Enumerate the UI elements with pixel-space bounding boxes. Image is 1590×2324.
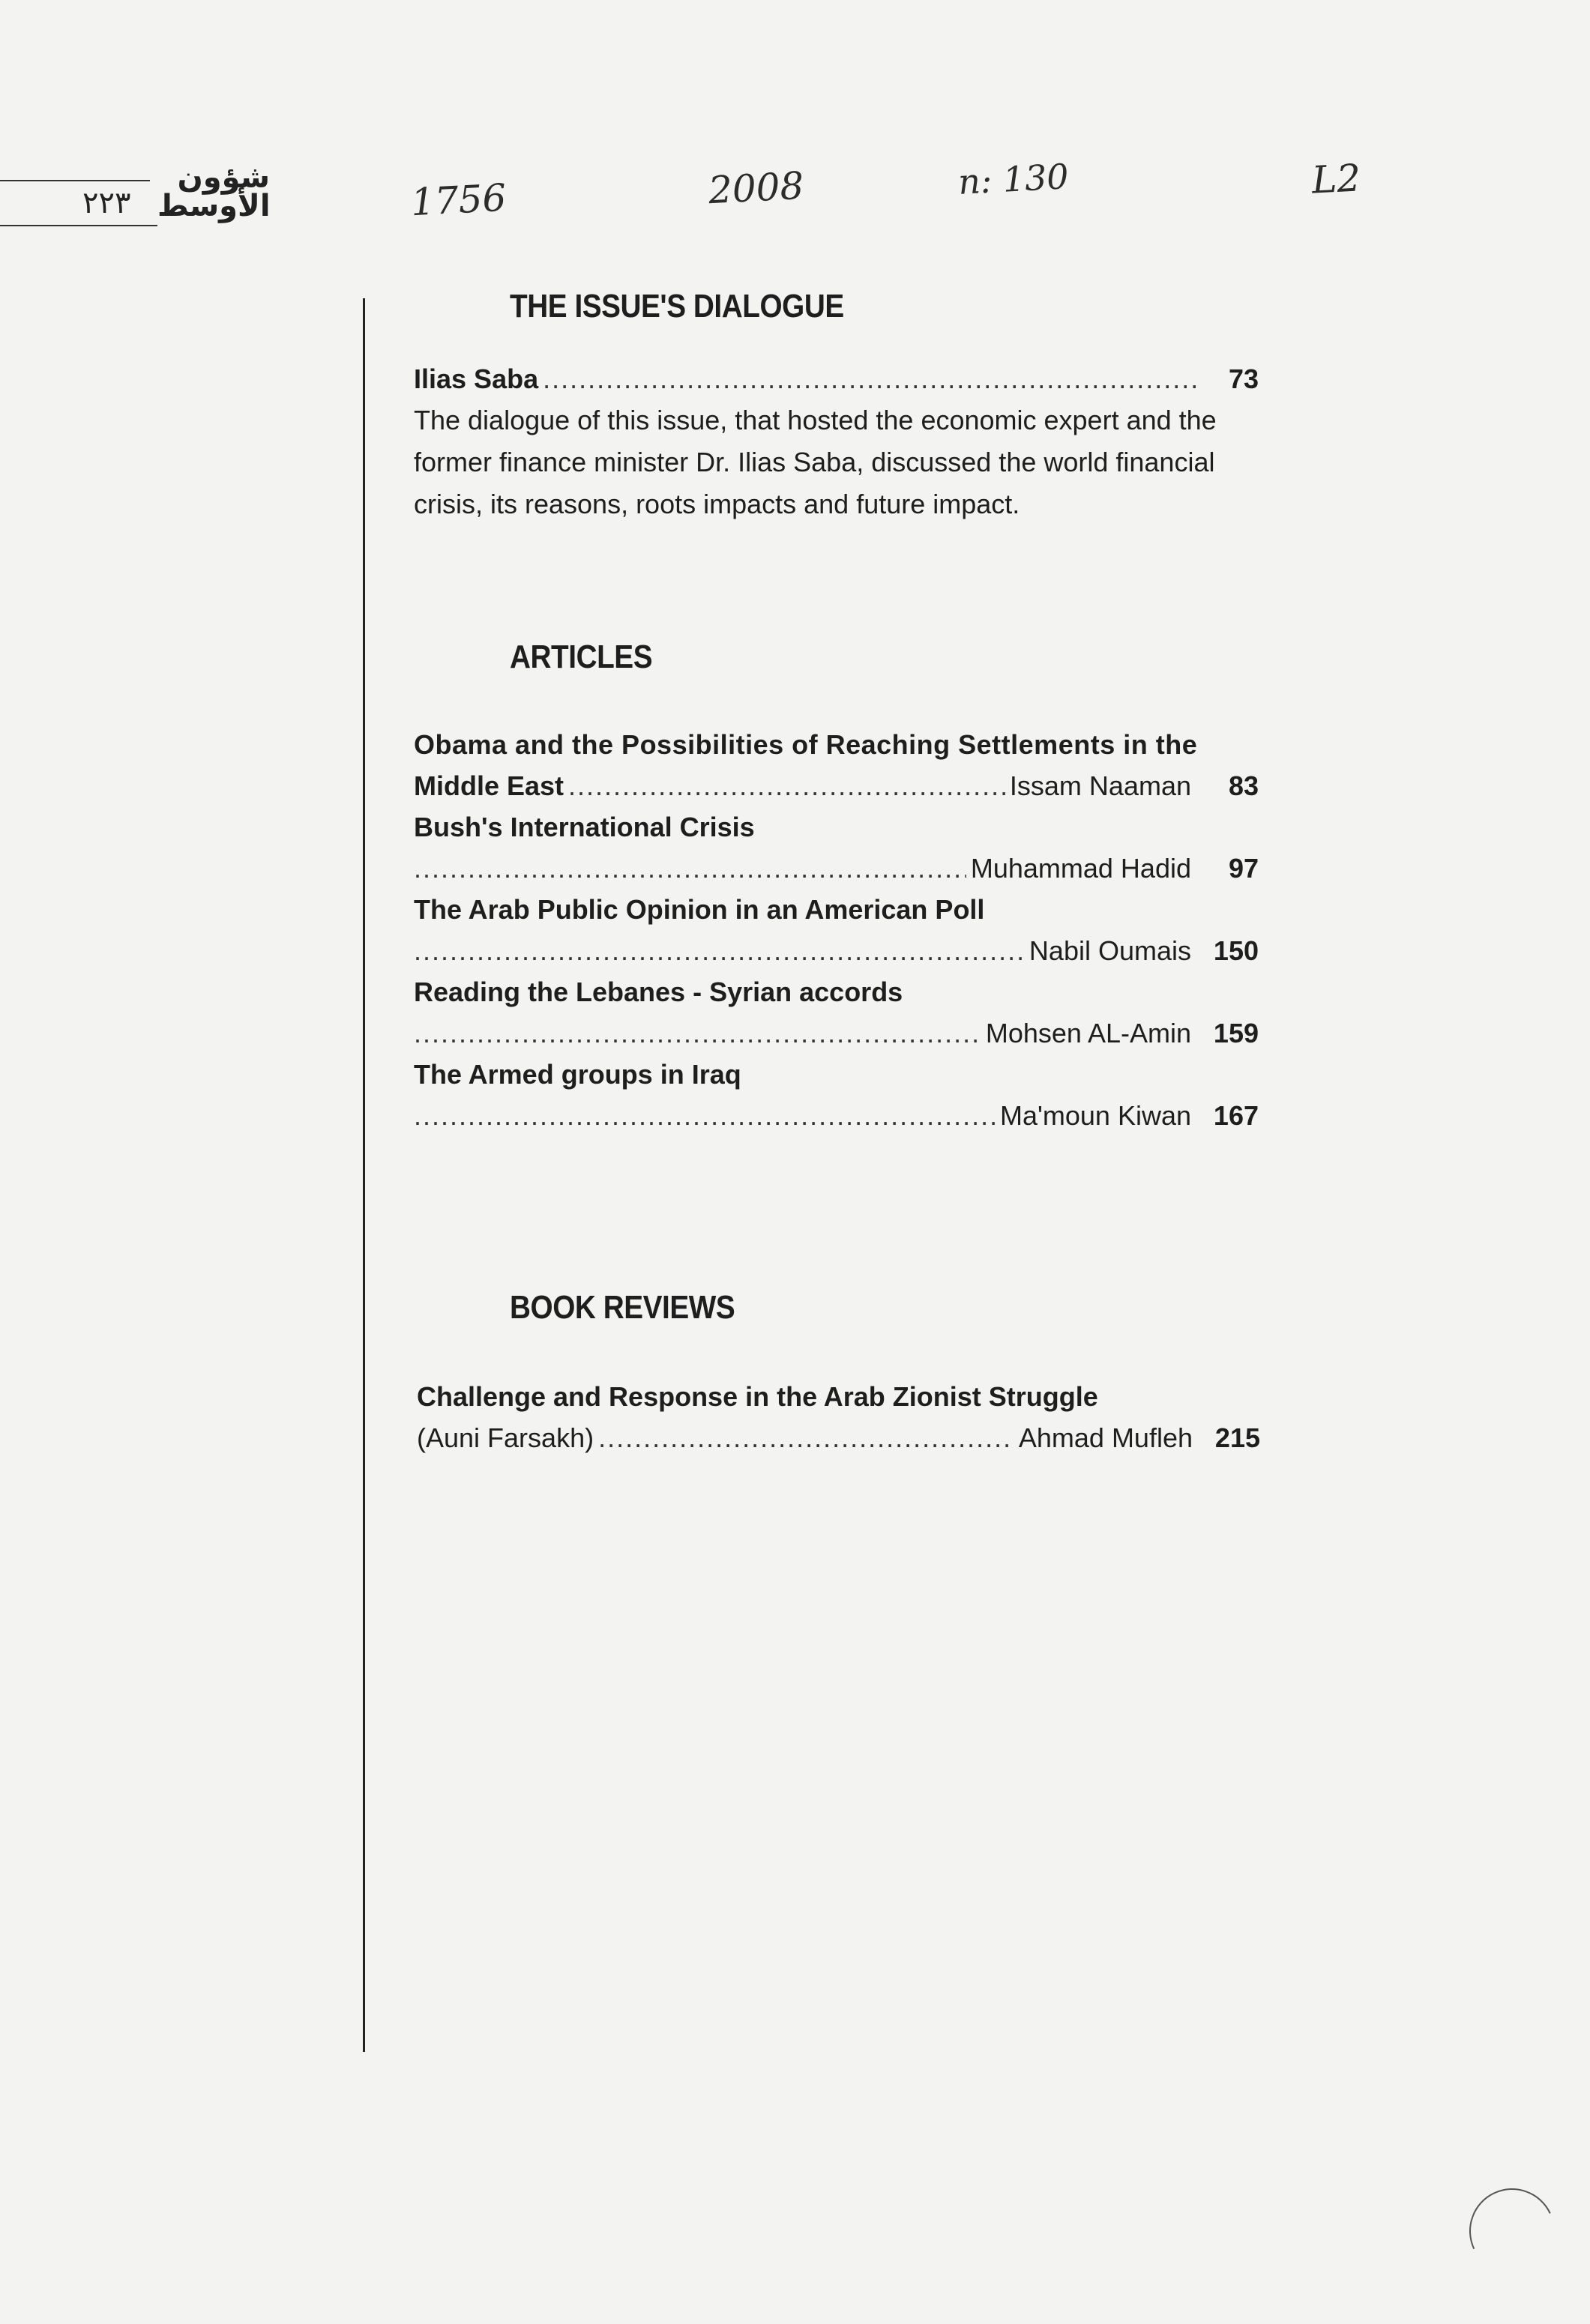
articles-heading: ARTICLES — [510, 639, 653, 675]
dialogue-section — [414, 358, 1259, 525]
article-entry — [414, 930, 1259, 971]
handwritten-note-4: L2 — [1310, 156, 1362, 202]
dialogue-description — [414, 399, 1259, 525]
book-reviews-heading: BOOK REVIEWS — [510, 1289, 735, 1326]
book-reviews-section — [417, 1376, 1260, 1458]
article-entry — [414, 1012, 1259, 1054]
article-title: Bush's International Crisis — [414, 812, 755, 842]
bleed-through — [480, 210, 511, 339]
page-number: 150 — [1213, 935, 1259, 966]
book-entry — [417, 1417, 1260, 1458]
header-rule-bottom — [0, 225, 157, 226]
article-title: Obama and the Possibilities of Reaching Settlements in the — [414, 729, 1198, 760]
leader-dots — [543, 358, 1202, 399]
articles-section — [414, 724, 1259, 1136]
book-subtitle: (Auni Farsakh) — [417, 1422, 594, 1453]
article-author: Ma'moun Kiwan — [1000, 1100, 1191, 1131]
page-number: 83 — [1228, 770, 1259, 801]
article-entry — [414, 848, 1259, 889]
page-number: 215 — [1214, 1422, 1260, 1453]
leader-dots — [414, 930, 1025, 971]
article-title: The Arab Public Opinion in an American Poll — [414, 894, 985, 925]
page-number: 97 — [1228, 853, 1259, 884]
article-title-cont: Middle East — [414, 770, 564, 801]
dialogue-heading: THE ISSUE'S DIALOGUE — [510, 288, 844, 325]
column-rule — [363, 298, 365, 2052]
book-reviewer: Ahmad Mufleh — [1018, 1422, 1193, 1453]
handwritten-note-1: 1756 — [409, 175, 508, 225]
description-line: The dialogue of this issue, that hosted the economic expert and the — [414, 405, 1217, 435]
article-author: Muhammad Hadid — [970, 853, 1191, 884]
leader-dots — [568, 765, 1005, 806]
page-corner-curl — [1457, 2176, 1567, 2286]
header-rule-top — [0, 180, 150, 181]
description-line: crisis, its reasons, roots impacts and future impact. — [414, 489, 1020, 519]
leader-dots — [414, 1095, 996, 1136]
article-author: Issam Naaman — [1009, 770, 1191, 801]
article-author: Nabil Oumais — [1029, 935, 1191, 966]
page-number: 159 — [1213, 1018, 1259, 1048]
description-line: former finance minister Dr. Ilias Saba, discussed the world financial — [414, 447, 1215, 477]
book-title: Challenge and Response in the Arab Zionist Struggle — [417, 1381, 1098, 1412]
leader-dots — [414, 1012, 981, 1054]
handwritten-note-3: n: 130 — [957, 156, 1070, 202]
article-entry — [414, 1095, 1259, 1136]
leader-dots — [598, 1417, 1014, 1458]
journal-logo: شؤون الأوسط — [157, 160, 271, 223]
handwritten-note-2: 2008 — [707, 163, 805, 213]
page-number: 167 — [1213, 1100, 1259, 1131]
article-author: Mohsen AL-Amin — [985, 1018, 1191, 1048]
article-entry — [414, 765, 1259, 806]
page-number: 73 — [1228, 363, 1259, 394]
dialogue-entry — [414, 358, 1259, 399]
article-title: The Armed groups in Iraq — [414, 1059, 741, 1090]
leader-dots — [414, 848, 966, 889]
entry-title: Ilias Saba — [414, 363, 539, 394]
article-title: Reading the Lebanes - Syrian accords — [414, 977, 903, 1007]
page-number: ٢٢٣ — [82, 186, 131, 220]
